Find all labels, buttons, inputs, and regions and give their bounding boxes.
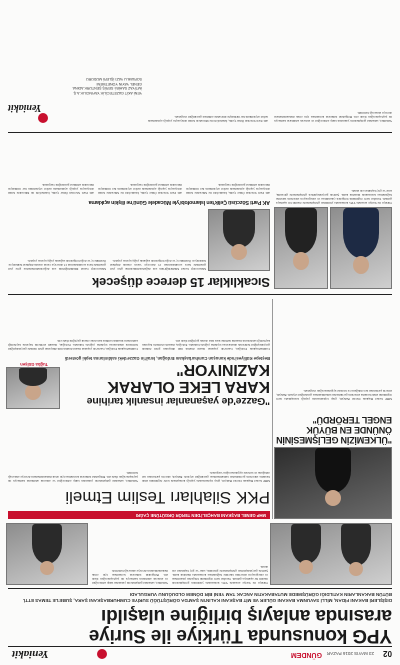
weather-text-2: Meteoroloji Genel Müdürlüğü'nün son değerlendirmelerine göre yurt genelinde hava sıcaklıklarının 15 dereceye varan oranda düşmesi bekleniyor. Özellikle iç ve doğu bölgelerde sağanak yağış uyarısı yapıldı.	[8, 258, 106, 271]
lead-photo-2	[6, 523, 88, 585]
akparti-text-1: AK Parti Sözcüsü Ömer Çelik, İslamofobi ile Mücadele Günü dolayısıyla yaptığı açıklamada nefret söyleminin her türlüsüyle mücadele edilmesi gerektiğini vurguladı.	[186, 182, 270, 195]
column-divider	[272, 299, 273, 519]
lead-photo-1	[270, 523, 392, 585]
masthead	[8, 646, 392, 661]
imprint-text-1: Yetkililer, sahadaki gelişmelerin yakından takip edileceğini ve atılacak adımların kamuoyu ile paylaşılacağını ifade etti. Bölgedeki istikrarın korunması için ortak mekanizmaların devreye alınacağı belirtildi.	[274, 110, 392, 123]
lower-photo-1	[330, 207, 392, 289]
divider-2	[8, 294, 392, 295]
lead-headline-line1: YPG konusunda Türkiye ile Suriye	[89, 625, 392, 646]
imprint	[8, 7, 392, 127]
weather-photo	[208, 209, 270, 271]
imprint-logo-icon	[38, 113, 48, 123]
weather-text-1: Meteoroloji Genel Müdürlüğü'nün son değerlendirmelerine göre yurt genelinde hava sıcaklıklarının 15 dereceye varan oranda düşmesi bekleniyor. Özellikle iç ve doğu bölgelerde sağanak yağış uyarısı yapıldı.	[110, 258, 206, 271]
imprint-line3: GENEL YAYIN YÖNETMENİ	[96, 81, 142, 86]
lower-photo-2	[274, 207, 328, 289]
lead-text-1: Türkiye ile Suriye arasında YPG konusunda yürütülen görüşmelerde önemli bir aşamaya gelindi. Taraflar terör örgütünün bölgeden çıkarılması ve entegrasyon sürecinin takvime bağlanması konusunda mutabık kaldı. Şam'da gerçekleştirilen görüşmelerde güvenlik, sınır ve göç başlıkları ele alındı.	[172, 564, 268, 585]
sidebar-photo	[274, 447, 392, 519]
lead-headline	[8, 605, 392, 645]
second-text-2: Yetkililer, sahadaki gelişmelerin yakından takip edileceğini ve atılacak adımların kamuoyu ile paylaşılacağını ifade etti. Bölgedeki istikrarın korunması için ortak mekanizmaların devreye alınacağı belirtildi.	[8, 470, 138, 483]
author-name: Tuğba Gülşen	[20, 362, 48, 367]
lower-text-left: Türkiye ile Suriye arasında YPG konusunda yürütülen görüşmelerde önemli bir aşamaya gelindi. Taraflar terör örgütünün bölgeden çıkarılması ve entegrasyon sürecinin takvime bağlanması konusunda mutabık kaldı. Şam'da gerçekleştirilen görüşmelerde güvenlik, sınır ve göç başlıkları ele alındı.	[276, 188, 392, 205]
weather-headline: Sıcaklıklar 15 derece düşecek	[92, 275, 270, 290]
lead-text-2: Yetkililer, sahadaki gelişmelerin yakından takip edileceğini ve atılacak adımların kamuoyu ile paylaşılacağını ifade etti. Bölgedeki istikrarın korunması için ortak mekanizmaların devreye alınacağı belirtildi.	[92, 568, 168, 585]
leaf-logo-icon	[97, 649, 107, 659]
divider	[8, 588, 392, 589]
sidebar-text: MHP Genel Başkanı Devlet Bahçeli, grup toplantısında yaptığı konuşmada terör örgütünün silah bırakma sürecinin gecikmeden tamamlanması gerektiğini söyledi. Bahçeli, sürecin şartlarının net olduğunu ve tavizsiz uygulanacağını vurguladı.	[276, 388, 392, 401]
lead-deck: DIŞİŞLERİ BAKANI FİDAN, MİLLİ SAVUNMA BAKANI GÜLER VE MİT BAŞKANI KALIN'IN ŞAM'DA GÖRÜŞTÜĞÜ SURİYE CUMHURBAŞKANI ŞARA, ŞUBE'LE TEMAS ETTİ. BÜTÜN BAKANLARIN KATILDIĞI GÖRÜŞMEDE MUTABAKATIN ANCAK TAM YENİ BİR DÖNEM OLDUĞUNU VURGULADI	[22, 592, 392, 603]
imprint-text-2: AK Parti Sözcüsü Ömer Çelik, İslamofobi ile Mücadele Günü dolayısıyla yaptığı açıklamada nefret söyleminin her türlüsüyle mücadele edilmesi gerektiğini vurguladı.	[148, 114, 268, 123]
divider-3	[8, 132, 392, 133]
akparti-headline: AK Parti Sözcüsü Çelik'ten İslamofobi'yle Mücadele Günü'ne ilişkin açıklama	[88, 199, 270, 205]
section-label: GÜNDEM	[290, 651, 322, 658]
masthead-logo: Yeniakit	[12, 648, 49, 660]
imprint-line2: İMTİYAZ SAHİBİ: SERİŞ ŞENTÜRK ADINA	[72, 86, 142, 91]
page-number: 02	[383, 649, 392, 658]
imprint-line4: SORUMLU YAZI İŞLERİ MÜDÜRÜ	[86, 77, 142, 82]
imprint-line1: YENİ AKİT GAZETECİLİK YAYINCILIK A.Ş.	[72, 91, 142, 95]
sidebar-headline: "ÜLKEMİZİN GELİŞMESİNİN ÖNÜNDE EN BÜYÜK ENGEL TERÖRDÜ"	[276, 415, 392, 445]
akparti-text-2: AK Parti Sözcüsü Ömer Çelik, İslamofobi ile Mücadele Günü dolayısıyla yaptığı açıklamada nefret söyleminin her türlüsüyle mücadele edilmesi gerektiğini vurguladı.	[98, 182, 182, 195]
gaza-headline-line1: "Gazze'de yaşananlar insanlık tarihine	[86, 395, 270, 407]
lead-headline-line2: arasında anlayış birliğine ulaşıldı	[101, 605, 392, 626]
gaza-headline-line2: KARA LEKE OLARAK KAZINIYOR"	[107, 361, 270, 395]
akparti-text-3: AK Parti Sözcüsü Ömer Çelik, İslamofobi ile Mücadele Günü dolayısıyla yaptığı açıklamada nefret söyleminin her türlüsüyle mücadele edilmesi gerektiğini vurguladı.	[8, 182, 94, 195]
gaza-headline	[64, 361, 270, 407]
kicker-bar: MHP GENEL BAŞKANI BAHÇELİ'DEN TERÖR ÖRGÜTÜNE ÇAĞRI	[8, 511, 270, 519]
sidebar	[276, 299, 392, 519]
issue-date: 23 MAYIS 2016 PAZAR	[326, 651, 374, 656]
gaza-text-1: Cumhurbaşkanı Erdoğan, Gazze'de yaşanan insani dramın tüm dünyanın gözü önünde gerçekleştiğini belirterek uluslararası topluma çağrıda bulundu. Erdoğan, masum sivillerin hayatını kaybettiği saldırıların insanlık tarihine kara leke olarak geçtiğini ifade etti.	[142, 338, 270, 351]
second-text-1: MHP Genel Başkanı Devlet Bahçeli, grup toplantısında yaptığı konuşmada terör örgütünün silah bırakma sürecinin gecikmeden tamamlanması gerektiğini söyledi. Bahçeli, sürecin şartlarının net olduğunu ve tavizsiz uygulanacağını vurguladı.	[142, 470, 270, 483]
imprint-lines	[8, 77, 142, 95]
author-photo	[6, 367, 60, 409]
second-headline: PKK Silahları Teslim Etmeli	[65, 488, 270, 507]
imprint-logo: Yeniakit	[8, 102, 42, 113]
gaza-deck: Beştepe Külliyesi'nde konuşan Cumhurbaşkanı Erdoğan, İsrail'in Gazze'deki saldırılarına tepki gösterdi	[64, 356, 270, 361]
gaza-text-2: Cumhurbaşkanı Erdoğan, Gazze'de yaşanan insani dramın tüm dünyanın gözü önünde gerçekleştiğini belirterek uluslararası topluma çağrıda bulundu. Erdoğan, masum sivillerin hayatını kaybettiği saldırıların insanlık tarihine kara leke olarak geçtiğini ifade etti.	[8, 338, 138, 351]
